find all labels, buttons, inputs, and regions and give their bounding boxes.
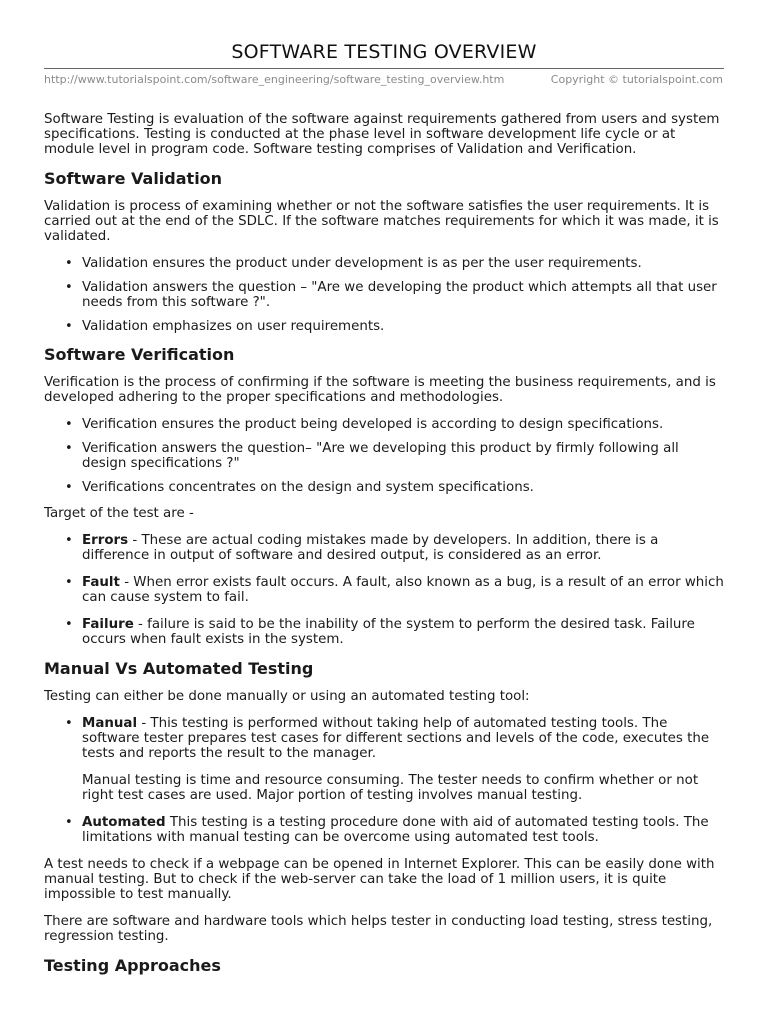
testing-type-list (44, 716, 726, 845)
list-item: • Validation emphasizes on user requirements. (82, 319, 726, 334)
term-description: - These are actual coding mistakes made by developers. In addition, there is a difference in output of software and desired output, is considered as an error. (82, 533, 659, 563)
term-label: Fault (82, 575, 120, 590)
load-test-paragraph: A test needs to check if a webpage can be opened in Internet Explorer. This can be easily done with manual testing. But to check if the web-server can take the load of 1 million users, it is quite impossible to test manually. (44, 857, 715, 902)
term-description: - When error exists fault occurs. A fault, also known as a bug, is a result of an error which can cause system to fail. (82, 575, 724, 605)
list-item (82, 716, 726, 803)
list-item: • Validation ensures the product under development is as per the user requirements. (82, 256, 726, 271)
verification-heading: Software Verification (44, 345, 235, 364)
term-label: Manual (82, 716, 138, 731)
validation-list (44, 256, 726, 334)
manual-vs-automated-heading: Manual Vs Automated Testing (44, 659, 314, 678)
verification-paragraph: Verification is the process of confirming if the software is meeting the business requirements, and is developed adhering to the proper specifications and methodologies. (44, 375, 716, 405)
copyright-notice: Copyright © tutorialspoint.com (550, 73, 723, 86)
validation-heading: Software Validation (44, 169, 223, 188)
term-description: - failure is said to be the inability of the system to perform the desired task. Failure occurs when fault exists in the system. (82, 617, 695, 647)
list-item (82, 815, 726, 845)
header-rule (44, 68, 724, 69)
manual-vs-automated-intro: Testing can either be done manually or using an automated testing tool: (44, 689, 530, 704)
term-label: Failure (82, 617, 134, 632)
intro-paragraph: Software Testing is evaluation of the software against requirements gathered from users and system specifications. Testing is conducted at the phase level in software development life cycle or at module level in program code. Software testing comprises of Validation and Verification. (44, 112, 720, 157)
manual-testing-note: Manual testing is time and resource consuming. The tester needs to confirm whether or not right test cases are used. Major portion of testing involves manual testing. (82, 773, 699, 803)
list-item: • Verification ensures the product being developed is according to design specifications. (82, 417, 726, 432)
list-item: • Validation answers the question – "Are we developing the product which attempts all that user needs from this software ?". (82, 280, 726, 310)
list-item: • Verification answers the question– "Are we developing this product by firmly following all design specifications ?" (82, 441, 726, 471)
target-list (44, 533, 726, 647)
list-item (82, 533, 726, 563)
article-body (44, 112, 726, 986)
source-url[interactable]: http://www.tutorialspoint.com/software_engineering/software_testing_overview.htm (44, 73, 505, 86)
list-item: • Verifications concentrates on the design and system specifications. (82, 480, 726, 495)
term-description: This testing is a testing procedure done with aid of automated testing tools. The limitations with manual testing can be overcome using automated test tools. (82, 815, 709, 845)
list-item (82, 575, 726, 605)
term-label: Errors (82, 533, 129, 548)
verification-list (44, 417, 726, 495)
testing-approaches-heading: Testing Approaches (44, 956, 221, 975)
list-item (82, 617, 726, 647)
tools-paragraph: There are software and hardware tools which helps tester in conducting load testing, stress testing, regression testing. (44, 914, 713, 944)
target-intro: Target of the test are - (44, 506, 194, 521)
validation-paragraph: Validation is process of examining whether or not the software satisfies the user requirements. It is carried out at the end of the SDLC. If the software matches requirements for which it was made, it is validated. (44, 199, 719, 244)
term-label: Automated (82, 815, 166, 830)
page-title: SOFTWARE TESTING OVERVIEW (231, 41, 537, 63)
term-description: - This testing is performed without taking help of automated testing tools. The software tester prepares test cases for different sections and levels of the code, executes the tests and reports the result to the manager. (82, 716, 710, 761)
